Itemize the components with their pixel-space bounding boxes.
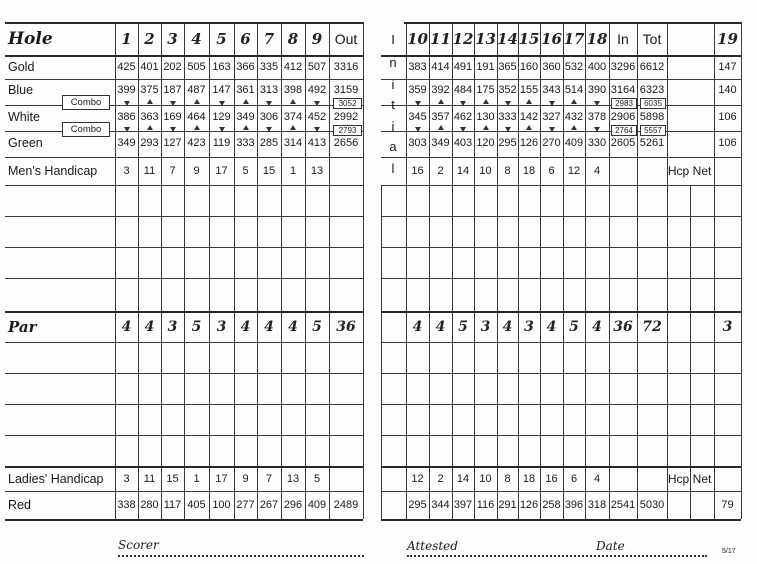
red-out: 2489 xyxy=(333,499,359,511)
scorer-label: Scorer xyxy=(118,538,159,552)
blue-front-cell: 487 xyxy=(187,83,206,96)
par-front-cell: 4 xyxy=(264,318,274,335)
ladies_handicap-front-cell: 13 xyxy=(286,472,300,485)
white-front-cell: 306 xyxy=(259,110,279,123)
red-extra: 79 xyxy=(721,499,734,511)
triangle-up-icon xyxy=(438,99,444,104)
triangle-down-icon xyxy=(549,127,555,132)
row-line xyxy=(5,342,363,343)
mens_handicap-back-cell: 18 xyxy=(522,165,536,177)
red-back-cell: 291 xyxy=(498,499,517,511)
white-back-cell: 345 xyxy=(408,110,427,123)
red-front-cell: 280 xyxy=(140,499,159,511)
gold-front-cell: 202 xyxy=(163,61,182,73)
initial-letter: n xyxy=(389,55,397,70)
hole-number: 6 xyxy=(240,29,251,48)
row-line xyxy=(381,373,741,374)
white-back-cell: 378 xyxy=(587,110,607,123)
red-label: Red xyxy=(8,498,31,512)
attested-label: Attested xyxy=(407,539,458,553)
row-line xyxy=(5,435,363,436)
green-back-cell: 126 xyxy=(519,137,539,149)
triangle-up-icon xyxy=(147,125,153,130)
blue-label: Blue xyxy=(8,82,34,97)
red-front-cell: 267 xyxy=(259,499,279,511)
date-label: Date xyxy=(596,539,625,553)
white-label: White xyxy=(8,109,40,124)
row-line xyxy=(381,404,741,405)
hole-number: 17 xyxy=(563,29,585,48)
mens_handicap-front-cell: 15 xyxy=(262,165,276,177)
triangle-down-icon xyxy=(460,101,466,106)
par-front-cell: 4 xyxy=(288,318,298,335)
row-line xyxy=(381,185,741,186)
triangle-up-icon xyxy=(290,125,296,130)
blue-back-cell: 175 xyxy=(476,83,495,96)
blue-back-cell: 352 xyxy=(498,83,517,96)
gold-front-cell: 507 xyxy=(307,61,327,73)
triangle-down-icon xyxy=(505,101,511,106)
combo-upper-out: 3052 xyxy=(333,98,362,109)
gold-front-cell: 412 xyxy=(283,61,303,73)
combo-box-lower: Combo xyxy=(62,122,110,137)
mens_handicap-back-cell: 8 xyxy=(504,165,511,177)
ladies_handicap-back-cell: 6 xyxy=(570,472,578,485)
triangle-up-icon xyxy=(483,99,489,104)
gold-back-cell: 191 xyxy=(476,61,495,73)
triangle-down-icon xyxy=(505,127,511,132)
triangle-up-icon xyxy=(571,125,577,130)
triangle-up-icon xyxy=(571,99,577,104)
hole-number: 9 xyxy=(311,29,323,48)
white-back-cell: 432 xyxy=(564,110,584,123)
blue-tot: 6323 xyxy=(639,83,665,96)
initial-letter: i xyxy=(391,119,395,134)
gold-out: 3316 xyxy=(333,61,359,73)
par-extra: 3 xyxy=(722,318,733,335)
row-line xyxy=(381,435,741,436)
ladies_handicap-back-cell: 2 xyxy=(437,472,444,485)
green-front-cell: 423 xyxy=(187,137,206,149)
white-extra: 106 xyxy=(718,110,737,123)
green-front-cell: 127 xyxy=(163,137,182,149)
ladies_handicap-front-cell: 3 xyxy=(123,472,130,485)
triangle-down-icon xyxy=(170,127,176,132)
par-back-cell: 4 xyxy=(592,318,602,335)
gold-back-cell: 491 xyxy=(453,61,473,73)
initial-letter: l xyxy=(391,161,395,176)
mens_handicap-front-cell: 17 xyxy=(215,165,228,177)
triangle-down-icon xyxy=(124,101,130,106)
triangle-up-icon xyxy=(438,125,444,130)
gold-tot: 6612 xyxy=(639,61,665,73)
blue-front-cell: 313 xyxy=(259,83,279,96)
hole-number: 15 xyxy=(518,29,540,48)
white-out: 2992 xyxy=(333,110,359,123)
gold-back-cell: 160 xyxy=(519,61,539,73)
white-front-cell: 452 xyxy=(307,110,327,123)
green-front-cell: 333 xyxy=(236,137,255,149)
hole-number: 1 xyxy=(121,29,132,48)
hole-number: 12 xyxy=(452,29,474,48)
gold-front-cell: 335 xyxy=(259,61,279,73)
hole-number: 13 xyxy=(475,29,496,48)
ladies_handicap-back-cell: 4 xyxy=(593,472,601,485)
gold-label: Gold xyxy=(8,60,35,74)
green-tot: 5261 xyxy=(639,137,665,149)
combo-box-upper: Combo xyxy=(62,95,110,110)
green-back-cell: 120 xyxy=(476,137,495,149)
tot-header: Tot xyxy=(642,30,662,47)
ladies_handicap-back-cell: 14 xyxy=(456,472,470,485)
triangle-down-icon xyxy=(219,101,225,106)
row-line xyxy=(5,404,363,405)
triangle-down-icon xyxy=(549,101,555,106)
mens_handicap-front-cell: 11 xyxy=(143,165,156,177)
mens_handicap-back-cell: 4 xyxy=(593,165,601,177)
white-tot: 5898 xyxy=(639,110,665,123)
blue-extra: 140 xyxy=(718,83,737,96)
blank-col-line xyxy=(381,185,382,519)
par-back-cell: 4 xyxy=(546,318,557,335)
par-back-cell: 4 xyxy=(502,318,513,335)
triangle-up-icon xyxy=(243,125,249,130)
back-col-line xyxy=(667,22,668,519)
blue-back-cell: 343 xyxy=(542,83,561,96)
green-extra: 106 xyxy=(718,137,737,149)
ladies_handicap-front-cell: 11 xyxy=(143,472,156,485)
initial-letter: a xyxy=(389,139,397,154)
hole-number: 8 xyxy=(287,29,299,48)
row-line xyxy=(381,342,741,343)
net-header: Net xyxy=(692,164,712,178)
blue-front-cell: 187 xyxy=(163,83,182,96)
par-front-cell: 3 xyxy=(167,318,178,335)
hole-number: 7 xyxy=(263,29,275,48)
red-front-cell: 117 xyxy=(163,499,182,511)
hole-number: 16 xyxy=(541,29,562,48)
par-back-cell: 3 xyxy=(524,318,534,335)
red-back-cell: 126 xyxy=(519,499,539,511)
triangle-up-icon xyxy=(147,99,153,104)
ladies_handicap-back-cell: 16 xyxy=(545,472,558,485)
par-front-cell: 5 xyxy=(191,318,202,335)
blue-front-cell: 361 xyxy=(236,83,255,96)
gold-back-cell: 383 xyxy=(408,61,427,73)
triangle-down-icon xyxy=(594,127,600,132)
par-out: 36 xyxy=(336,318,356,335)
blue-in: 3164 xyxy=(610,83,636,96)
combo-lower-tot: 5557 xyxy=(640,125,666,136)
white-front-cell: 169 xyxy=(163,110,182,123)
par-back-cell: 5 xyxy=(569,318,579,335)
par-tot: 72 xyxy=(642,318,662,335)
mens_handicap-label: Men's Handicap xyxy=(8,164,98,178)
hole-number: 4 xyxy=(191,29,202,48)
triangle-up-icon xyxy=(526,125,532,130)
green-front-cell: 119 xyxy=(212,137,231,149)
ladies_handicap-back-cell: 10 xyxy=(479,472,492,485)
ladies_handicap-front-cell: 5 xyxy=(313,472,321,485)
blue-back-cell: 359 xyxy=(408,83,427,96)
red-front-cell: 338 xyxy=(117,499,136,511)
green-label: Green xyxy=(8,136,43,150)
green-back-cell: 303 xyxy=(408,137,427,149)
gold-back-cell: 360 xyxy=(542,61,561,73)
gold-front-cell: 425 xyxy=(117,61,136,73)
initial-letter: I xyxy=(391,32,395,47)
white-back-cell: 130 xyxy=(476,110,495,123)
triangle-up-icon xyxy=(194,125,200,130)
mens_handicap-front-cell: 13 xyxy=(310,165,324,177)
triangle-down-icon xyxy=(170,101,176,106)
green-back-cell: 403 xyxy=(453,137,473,149)
mens_handicap-front-cell: 1 xyxy=(289,165,297,177)
ladies_handicap-label: Ladies' Handicap xyxy=(8,471,104,486)
green-front-cell: 285 xyxy=(259,137,279,149)
triangle-up-icon xyxy=(194,99,200,104)
triangle-down-icon xyxy=(314,101,320,106)
gold-in: 3296 xyxy=(610,61,636,73)
par-front-cell: 5 xyxy=(312,318,322,335)
par-front-cell: 4 xyxy=(240,318,251,335)
triangle-down-icon xyxy=(594,101,600,106)
par-back-cell: 3 xyxy=(480,318,491,335)
combo-upper-tot: 6035 xyxy=(640,98,666,109)
par-front-cell: 4 xyxy=(121,318,132,335)
blue-out: 3159 xyxy=(333,83,359,96)
hcp-header: Hcp xyxy=(667,471,690,486)
hole-number: 3 xyxy=(167,29,178,48)
white-back-cell: 142 xyxy=(519,110,539,123)
mens_handicap-front-cell: 3 xyxy=(123,165,130,177)
ladies_handicap-back-cell: 8 xyxy=(504,472,511,485)
row-line xyxy=(5,216,363,217)
green-back-cell: 409 xyxy=(564,137,584,149)
ladies_handicap-front-cell: 9 xyxy=(242,472,249,485)
blue-back-cell: 514 xyxy=(564,83,584,96)
blue-back-cell: 392 xyxy=(431,83,450,96)
gold-back-cell: 414 xyxy=(431,61,450,73)
blue-front-cell: 375 xyxy=(140,83,159,96)
mens_handicap-back-cell: 2 xyxy=(437,165,444,177)
triangle-down-icon xyxy=(266,127,272,132)
white-back-cell: 462 xyxy=(453,110,473,123)
red-back-cell: 116 xyxy=(476,499,495,511)
red-back-cell: 318 xyxy=(587,499,607,511)
white-back-cell: 357 xyxy=(431,110,450,123)
out-header: Out xyxy=(334,30,358,47)
blue-front-cell: 147 xyxy=(212,83,231,96)
initial-letter: i xyxy=(391,77,395,92)
hole-number-19: 19 xyxy=(717,29,738,48)
white-front-cell: 129 xyxy=(212,110,231,123)
red-back-cell: 344 xyxy=(431,499,450,511)
white-back-cell: 327 xyxy=(542,110,561,123)
white-back-cell: 333 xyxy=(498,110,517,123)
red-front-cell: 296 xyxy=(283,499,303,511)
green-back-cell: 330 xyxy=(587,137,607,149)
green-out: 2656 xyxy=(333,137,359,149)
gold-extra: 147 xyxy=(718,61,737,73)
triangle-down-icon xyxy=(219,127,225,132)
ladies_handicap-front-cell: 1 xyxy=(193,472,200,485)
white-front-cell: 464 xyxy=(187,110,206,123)
white-front-cell: 363 xyxy=(140,110,159,123)
combo-upper-in: 2983 xyxy=(611,98,637,109)
par-front-cell: 3 xyxy=(216,318,227,335)
front-col-line xyxy=(363,22,364,519)
mens_handicap-back-cell: 12 xyxy=(567,165,581,177)
red-back-cell: 295 xyxy=(408,499,427,511)
triangle-down-icon xyxy=(314,127,320,132)
row-line xyxy=(381,278,741,279)
combo-lower-in: 2764 xyxy=(611,125,637,136)
row-line xyxy=(381,519,741,521)
white-front-cell: 374 xyxy=(283,110,303,123)
triangle-down-icon xyxy=(266,101,272,106)
row-line xyxy=(5,519,363,521)
mens_handicap-back-cell: 16 xyxy=(411,165,424,177)
green-back-cell: 295 xyxy=(498,137,517,149)
row-line xyxy=(5,373,363,374)
blue-front-cell: 398 xyxy=(283,83,303,96)
par-front-cell: 4 xyxy=(144,318,155,335)
red-back-cell: 397 xyxy=(453,499,473,511)
gold-front-cell: 366 xyxy=(236,61,255,73)
hole-number: 2 xyxy=(144,29,155,48)
red-tot: 5030 xyxy=(639,499,665,511)
white-in: 2906 xyxy=(610,110,636,123)
white-front-cell: 386 xyxy=(117,110,136,123)
row-line xyxy=(5,247,363,248)
gold-front-cell: 163 xyxy=(212,61,231,73)
triangle-down-icon xyxy=(415,101,421,106)
blue-front-cell: 492 xyxy=(307,83,327,96)
ladies_handicap-front-cell: 15 xyxy=(166,472,179,485)
red-front-cell: 100 xyxy=(212,499,231,511)
blue-back-cell: 155 xyxy=(519,83,539,96)
triangle-down-icon xyxy=(124,127,130,132)
gold-back-cell: 532 xyxy=(564,61,584,73)
row-line xyxy=(381,216,741,217)
hole-number: 5 xyxy=(216,29,227,48)
par-back-cell: 4 xyxy=(412,318,423,335)
red-back-cell: 396 xyxy=(564,499,584,511)
ladies_handicap-front-cell: 17 xyxy=(215,472,228,485)
red-front-cell: 277 xyxy=(236,499,255,511)
gold-back-cell: 400 xyxy=(587,61,607,73)
par-label: Par xyxy=(8,317,37,336)
triangle-up-icon xyxy=(243,99,249,104)
triangle-down-icon xyxy=(415,127,421,132)
green-front-cell: 349 xyxy=(117,137,136,149)
blue-back-cell: 390 xyxy=(587,83,607,96)
green-back-cell: 270 xyxy=(542,137,561,149)
mens_handicap-front-cell: 9 xyxy=(193,165,200,177)
in-header: In xyxy=(617,30,629,47)
hcp-header: Hcp xyxy=(667,164,690,178)
version-label: 5/17 xyxy=(722,548,736,555)
triangle-down-icon xyxy=(460,127,466,132)
gold-back-cell: 365 xyxy=(498,61,517,73)
par-back-cell: 5 xyxy=(458,318,468,335)
net-header: Net xyxy=(692,471,712,486)
combo-lower-out: 2793 xyxy=(333,125,362,136)
hole-number: 10 xyxy=(407,29,428,48)
row-line xyxy=(5,278,363,279)
par-back-cell: 4 xyxy=(435,318,446,335)
mens_handicap-back-cell: 14 xyxy=(456,165,470,177)
red-in: 2541 xyxy=(610,499,636,511)
green-in: 2605 xyxy=(610,137,636,149)
triangle-up-icon xyxy=(290,99,296,104)
red-front-cell: 409 xyxy=(307,499,327,511)
gold-front-cell: 401 xyxy=(140,61,159,73)
hole-number: 14 xyxy=(497,29,518,48)
blue-back-cell: 484 xyxy=(453,83,473,96)
green-front-cell: 413 xyxy=(307,137,327,149)
triangle-up-icon xyxy=(526,99,532,104)
red-back-cell: 258 xyxy=(542,499,561,511)
hole-number: 11 xyxy=(430,29,451,48)
attested-line xyxy=(407,555,707,557)
white-front-cell: 349 xyxy=(236,110,255,123)
triangle-up-icon xyxy=(483,125,489,130)
blue-front-cell: 399 xyxy=(117,83,136,96)
row-line xyxy=(381,247,741,248)
green-front-cell: 293 xyxy=(140,137,159,149)
par-in: 36 xyxy=(613,318,633,335)
ladies_handicap-back-cell: 18 xyxy=(522,472,536,485)
mens_handicap-back-cell: 6 xyxy=(548,165,555,177)
gold-front-cell: 505 xyxy=(187,61,206,73)
green-front-cell: 314 xyxy=(283,137,303,149)
mens_handicap-front-cell: 7 xyxy=(169,165,176,177)
green-back-cell: 349 xyxy=(431,137,450,149)
ladies_handicap-front-cell: 7 xyxy=(265,472,273,485)
ladies_handicap-back-cell: 12 xyxy=(411,472,424,485)
row-line xyxy=(5,185,363,186)
initial-letter: t xyxy=(391,97,395,112)
mens_handicap-front-cell: 5 xyxy=(242,165,249,177)
hole-header: Hole xyxy=(8,29,53,49)
extra-col-line xyxy=(741,22,742,519)
scorer-line xyxy=(118,555,364,557)
hole-number: 18 xyxy=(586,29,608,48)
mens_handicap-back-cell: 10 xyxy=(479,165,492,177)
red-front-cell: 405 xyxy=(187,499,206,511)
